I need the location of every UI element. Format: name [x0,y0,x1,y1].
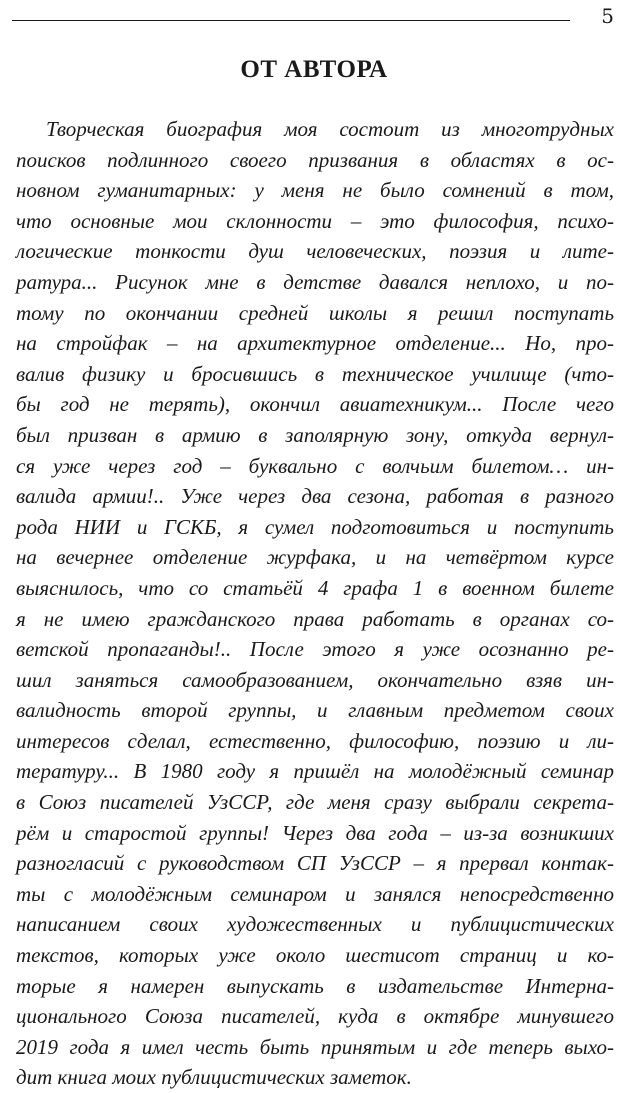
body-line: ветской пропаганды!.. После этого я уже осознанно ре- [16,637,614,662]
body-line: логические тонкости душ человеческих, поэзия и лите- [16,239,614,264]
body-line: тому по окончании средней школы я решил поступать [16,300,614,325]
body-line: рём и старостой группы! Через два года – из-за возникших [16,820,614,845]
body-line: разногласий с руководством СП УзССР – я прервал контак- [16,851,614,876]
header-rule [12,20,570,21]
body-line: валидность второй группы, и главным предметом своих [16,698,614,723]
body-line: написанием своих художественных и публицистических [16,912,614,937]
body-line: 2019 года я имел честь быть принятым и где теперь выхо- [16,1034,614,1059]
body-line: что основные мои склонности – это философия, психо- [16,208,614,233]
body-line: текстов, которых уже около шестисот страниц и ко- [16,943,614,968]
body-line: поисков подлинного своего призвания в областях в ос- [16,147,614,172]
body-line: на вечернее отделение журфака, и на четвёртом курсе [16,545,614,570]
body-line: ты с молодёжным семинаром и занялся непосредственно [16,881,614,906]
body-line: шил заняться самообразованием, окончательно взяв ин- [16,667,614,692]
body-line: я не имею гражданского права работать в органах со- [16,606,614,631]
page-number: 5 [601,4,614,28]
body-line: ционального Союза писателей, куда в октябре минувшего [16,1004,614,1029]
body-line: ся уже через год – буквально с волчьим билетом… ин- [16,453,614,478]
body-line: валив физику и бросившись в техническое училище (что- [16,361,614,386]
body-line: новном гуманитарных: у меня не было сомнений в том, [16,178,614,203]
body-line: интересов сделал, естественно, философию, поэзию и ли- [16,728,614,753]
body-line: тературу... В 1980 году я пришёл на молодёжный семинар [16,759,614,784]
body-line: торые я намерен выпускать в издательстве Интерна- [16,973,614,998]
body-line: в Союз писателей УзССР, где меня сразу выбрали секрета- [16,790,614,815]
body-paragraph [16,114,614,1093]
body-line: Творческая биография моя состоит из многотрудных [46,117,614,141]
body-line: дит книга моих публицистических заметок. [16,1065,412,1090]
chapter-title: ОТ АВТОРА [240,56,388,83]
body-line: бы год не терять), окончил авиатехникум... После чего [16,392,614,417]
body-line: ратура... Рисунок мне в детстве давался неплохо, и по- [16,269,614,294]
body-line: выяснилось, что со статьёй 4 графа 1 в военном билете [16,575,614,600]
body-line: рода НИИ и ГСКБ, я сумел подготовиться и поступить [16,514,614,539]
body-line: валида армии!.. Уже через два сезона, работая в разного [16,484,614,509]
body-line: был призван в армию в заполярную зону, откуда вернул- [16,422,614,447]
body-line: на стройфак – на архитектурное отделение... Но, про- [16,331,614,356]
